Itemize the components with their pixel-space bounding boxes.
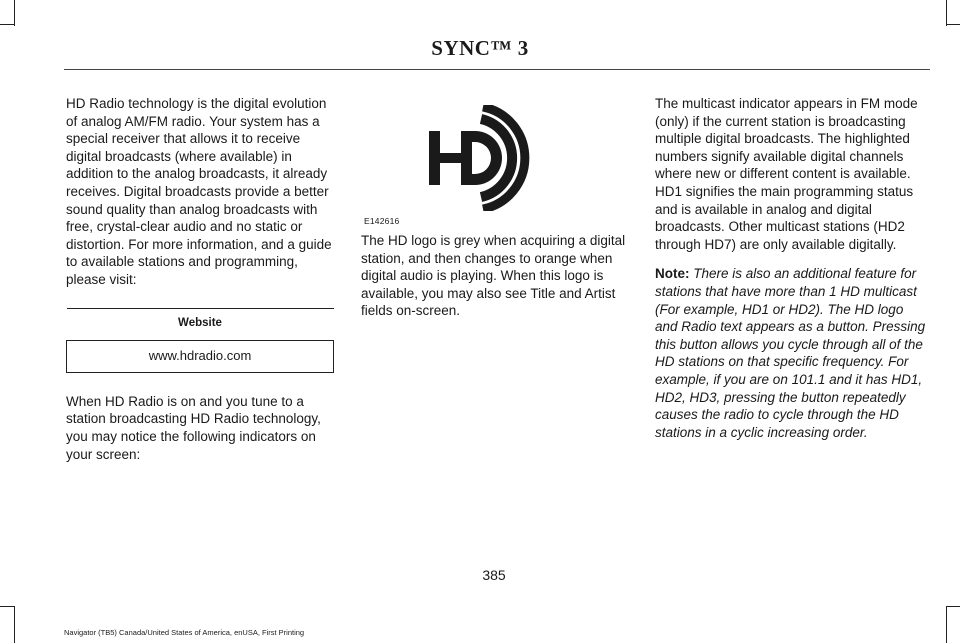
- crop-mark: [0, 24, 14, 25]
- crop-mark: [14, 606, 15, 643]
- website-table: [66, 308, 334, 373]
- image-code-label: E142616: [364, 216, 400, 226]
- hd-logo-figure: [361, 95, 633, 232]
- note-text: There is also an additional feature for stations that have more than 1 HD multicast (For example, HD1 or HD2). The HD logo and Radio text appears as a button. Pressing this button allows you cycle through all of the HD stations on that specific frequency. For example, if you are on 101.1 and it has HD1, HD2, HD3, pressing the button repeatedly causes the radio to cycle through the HD stations in a cyclic increasing order.: [655, 266, 926, 440]
- intro-paragraph: HD Radio technology is the digital evolution of analog AM/FM radio. Your system has a special receiver that allows it to receive digital broadcasts (where available) in addition to the analog broadcasts, it already receives. Digital broadcasts provide a better sound quality than analog broadcasts with free, crystal-clear audio and no static or distortion. For more information, and a guide to available stations and programming, please visit:: [66, 96, 332, 287]
- page-number: 385: [482, 567, 506, 583]
- footer-printing-info: Navigator (TB5) Canada/United States of America, enUSA, First Printing: [64, 628, 305, 637]
- website-table-header: Website: [67, 308, 334, 341]
- note-paragraph: [655, 265, 927, 441]
- column-3: [655, 95, 927, 453]
- hd-radio-logo-icon: [427, 105, 533, 211]
- crop-mark: [14, 0, 15, 26]
- note-label: Note:: [655, 266, 690, 282]
- page-header-title: SYNC™ 3: [431, 36, 529, 60]
- crop-mark: [946, 0, 947, 26]
- column-1: [66, 95, 336, 475]
- crop-mark: [0, 606, 14, 607]
- crop-mark: [946, 606, 947, 643]
- website-url[interactable]: www.hdradio.com: [67, 341, 334, 373]
- header-divider: [64, 69, 930, 70]
- crop-mark: [946, 606, 960, 607]
- crop-mark: [946, 24, 960, 25]
- multicast-paragraph: The multicast indicator appears in FM mode (only) if the current station is broadcasting multiple digital broadcasts. The highlighted numbers signify available digital channels where new or different content is available. HD1 signifies the main programming status and is available in analog and digital broadcasts. Other multicast stations (HD2 through HD7) are only available digitally.: [655, 96, 918, 252]
- hd-logo-paragraph: The HD logo is grey when acquiring a digital station, and then changes to orange when digital audio is playing. When this logo is available, you may also see Title and Artist fields on-screen.: [361, 233, 626, 319]
- column-2: [361, 95, 633, 332]
- indicator-intro-paragraph: When HD Radio is on and you tune to a station broadcasting HD Radio technology, you may notice the following indicators on your screen:: [66, 393, 321, 462]
